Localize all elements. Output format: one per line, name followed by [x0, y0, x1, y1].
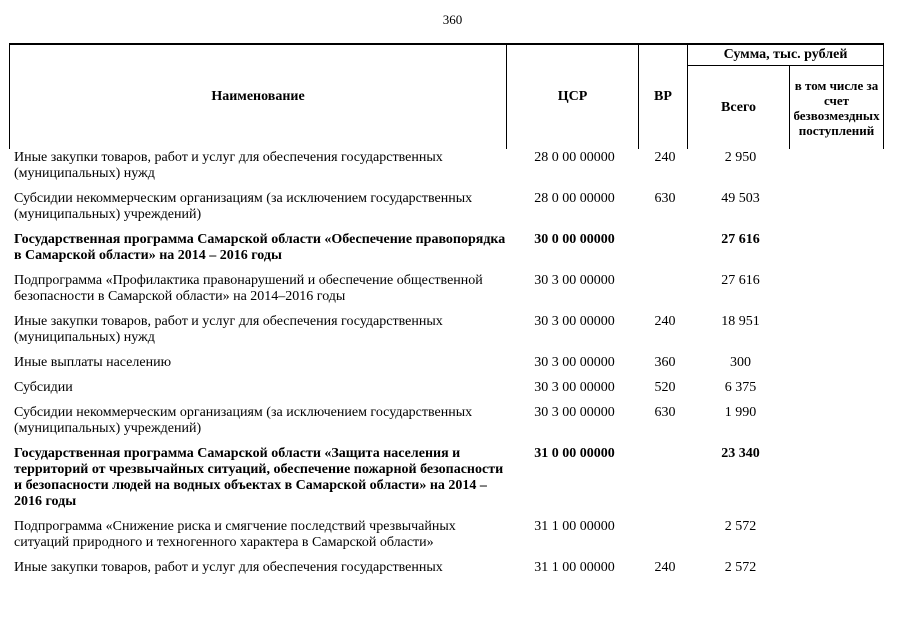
table-row: [10, 346, 884, 371]
row-total: 2 572: [724, 560, 757, 575]
row-total: 6 375: [724, 380, 757, 395]
table-row: [10, 223, 884, 264]
row-csr: 30 3 00 00000: [534, 314, 615, 329]
row-total: 2 950: [724, 150, 757, 165]
header-free-receipts: в том числе за счет безвозмездных поступлений: [790, 66, 884, 150]
row-free-receipts: [790, 396, 884, 437]
row-vr: 360: [654, 355, 676, 370]
row-total: 49 503: [721, 191, 760, 206]
row-csr: 28 0 00 00000: [534, 150, 615, 165]
row-name: Иные закупки товаров, работ и услуг для обеспечения государственных: [14, 560, 443, 575]
page-number: 360: [442, 12, 463, 27]
row-csr: 31 1 00 00000: [534, 560, 615, 575]
row-free-receipts: [790, 371, 884, 396]
budget-table: [9, 43, 884, 576]
row-csr: 28 0 00 00000: [534, 191, 615, 206]
table-row: [10, 305, 884, 346]
row-total: 18 951: [721, 314, 760, 329]
table-row: [10, 182, 884, 223]
row-free-receipts: [790, 305, 884, 346]
row-total: 300: [730, 355, 751, 370]
row-free-receipts: [790, 510, 884, 551]
row-csr: 31 0 00 00000: [534, 446, 615, 461]
row-vr: 240: [654, 560, 676, 575]
row-free-receipts: [790, 264, 884, 305]
row-vr: [639, 223, 688, 264]
row-csr: 30 3 00 00000: [534, 355, 615, 370]
table-row: [10, 551, 884, 576]
row-name: Субсидии: [14, 380, 73, 395]
row-vr: [639, 510, 688, 551]
row-total: 1 990: [724, 405, 757, 420]
row-csr: 30 3 00 00000: [534, 273, 615, 288]
table-row: [10, 264, 884, 305]
table-header: [10, 44, 884, 149]
row-name: Субсидии некоммерческим организациям (за исключением государственных (муниципальных) учреждений): [14, 191, 473, 222]
row-free-receipts: [790, 437, 884, 510]
row-free-receipts: [790, 149, 884, 182]
header-name: Наименование: [10, 44, 507, 149]
table-row: [10, 437, 884, 510]
header-total: Всего: [688, 66, 790, 150]
row-name: Подпрограмма «Профилактика правонарушений и обеспечение общественной безопасности в Самарской области» на 2014–2016 годы: [14, 273, 483, 304]
row-total: 27 616: [721, 273, 760, 288]
row-name: Субсидии некоммерческим организациям (за исключением государственных (муниципальных) учреждений): [14, 405, 473, 436]
table-row: [10, 371, 884, 396]
row-csr: 30 3 00 00000: [534, 380, 615, 395]
row-vr: 630: [654, 191, 676, 206]
row-csr: 30 3 00 00000: [534, 405, 615, 420]
row-total: 27 616: [721, 232, 760, 247]
header-sum-group: Сумма, тыс. рублей: [688, 44, 884, 66]
row-csr: 30 0 00 00000: [534, 232, 615, 247]
table-row: [10, 149, 884, 182]
row-name: Подпрограмма «Снижение риска и смягчение последствий чрезвычайных ситуаций природного и техногенного характера в Самарской области»: [14, 519, 456, 550]
row-name: Иные выплаты населению: [14, 355, 172, 370]
row-total: 2 572: [724, 519, 757, 534]
row-vr: 240: [654, 314, 676, 329]
header-csr: ЦСР: [507, 44, 639, 149]
row-vr: 240: [654, 150, 676, 165]
row-name: Иные закупки товаров, работ и услуг для обеспечения государственных (муниципальных) нужд: [14, 314, 443, 345]
row-csr: 31 1 00 00000: [534, 519, 615, 534]
table-row: [10, 510, 884, 551]
row-total: 23 340: [721, 446, 760, 461]
row-name: Государственная программа Самарской области «Обеспечение правопорядка в Самарской области» на 2014 – 2016 годы: [14, 232, 506, 263]
table-row: [10, 396, 884, 437]
row-free-receipts: [790, 223, 884, 264]
row-name: Государственная программа Самарской области «Защита населения и территорий от чрезвычайных ситуаций, обеспечение пожарной безопасности и безопасности людей на водных объектах в Самарской области» на 2014 – 2016 годы: [14, 446, 504, 509]
row-vr: [639, 264, 688, 305]
row-vr: 520: [654, 380, 676, 395]
row-free-receipts: [790, 346, 884, 371]
table-body: [10, 149, 884, 576]
row-free-receipts: [790, 551, 884, 576]
row-name: Иные закупки товаров, работ и услуг для обеспечения государственных (муниципальных) нужд: [14, 150, 443, 181]
header-vr: ВР: [639, 44, 688, 149]
row-vr: [639, 437, 688, 510]
row-free-receipts: [790, 182, 884, 223]
row-vr: 630: [654, 405, 676, 420]
